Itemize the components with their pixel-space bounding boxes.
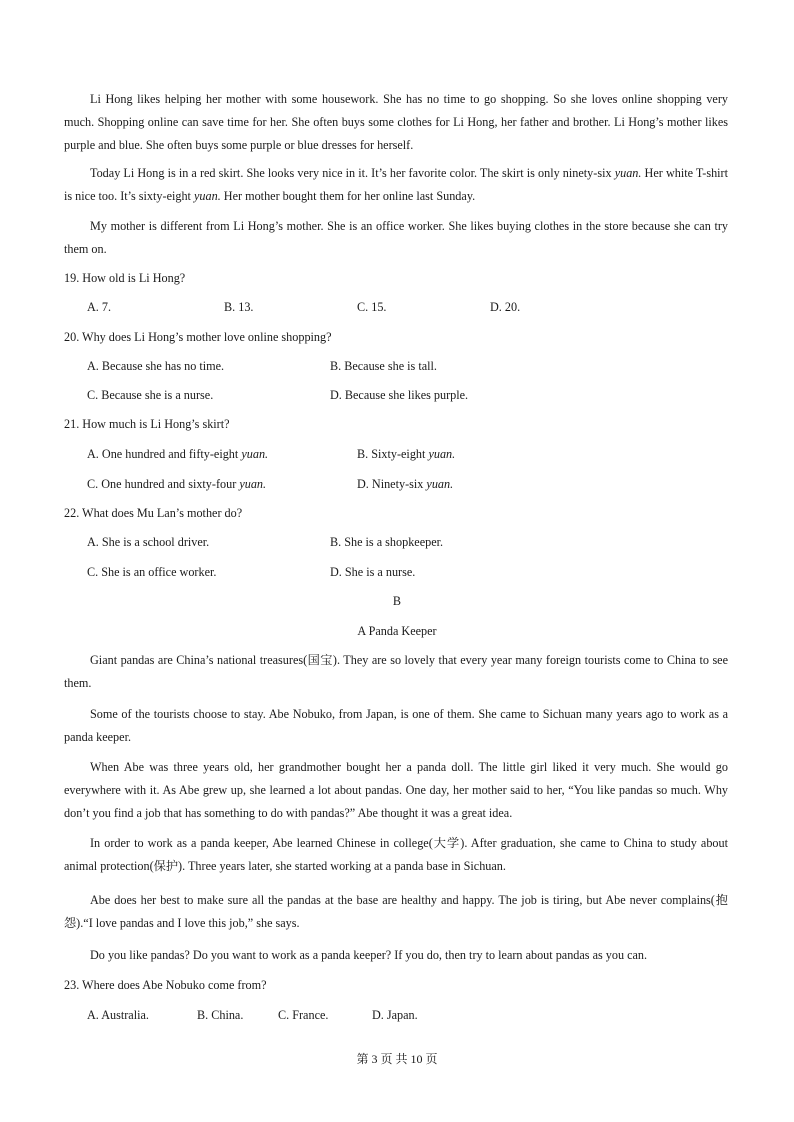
question-21-option-d: D. Ninety-six yuan. — [357, 477, 454, 491]
question-19-option-c: C. 15. — [357, 300, 387, 314]
question-21-stem: 21. How much is Li Hong’s skirt? — [64, 417, 230, 431]
section-b-letter: B — [392, 594, 402, 608]
question-22-option-a: A. She is a school driver. — [87, 535, 210, 549]
question-23-option-a: A. Australia. — [87, 1008, 149, 1022]
question-20-stem: 20. Why does Li Hong’s mother love online shopping? — [64, 330, 332, 344]
question-23-option-d: D. Japan. — [372, 1008, 418, 1022]
question-23-option-b: B. China. — [197, 1008, 244, 1022]
question-19-option-a: A. 7. — [87, 300, 112, 314]
page-number-footer: 第 3 页 共 10 页 — [356, 1052, 438, 1066]
section-b-title: A Panda Keeper — [357, 624, 437, 638]
passage-b-paragraph-6: Do you like pandas? Do you want to work as a panda keeper? If you do, then try to learn about pandas as you can. — [90, 948, 648, 962]
passage-b-paragraph-3: When Abe was three years old, her grandmother bought her a panda doll. The little girl liked it very much. She would go everywhere with it. As Abe grew up, she learned a lot about pandas. One day, her mother said to her, “You like pandas so much. Why don’t you find a job that has something to do with pandas?” Abe thought it was a great idea. — [64, 760, 728, 820]
question-22-option-b: B. She is a shopkeeper. — [330, 535, 444, 549]
question-23-option-c: C. France. — [278, 1008, 329, 1022]
question-22-option-d: D. She is a nurse. — [330, 565, 416, 579]
question-22-stem: 22. What does Mu Lan’s mother do? — [64, 506, 243, 520]
question-20-option-a: A. Because she has no time. — [87, 359, 225, 373]
passage-b-paragraph-4: In order to work as a panda keeper, Abe learned Chinese in college(大学). After graduation, she came to China to study about animal protection(保护). Three years later, she started working at a panda base in Sichuan. — [64, 836, 728, 873]
passage-b-paragraph-2: Some of the tourists choose to stay. Abe Nobuko, from Japan, is one of them. She came to Sichuan many years ago to work as a panda keeper. — [64, 707, 728, 744]
question-19-stem: 19. How old is Li Hong? — [64, 271, 186, 285]
question-19-option-d: D. 20. — [490, 300, 521, 314]
passage-b-paragraph-5: Abe does her best to make sure all the pandas at the base are healthy and happy. The job is tiring, but Abe never complains(抱怨).“I love pandas and I love this job,” she says. — [64, 893, 728, 930]
passage-a-paragraph-3: My mother is different from Li Hong’s mother. She is an office worker. She likes buying clothes in the store because she can try them on. — [64, 219, 728, 256]
question-21-option-a: A. One hundred and fifty-eight yuan. — [87, 447, 269, 461]
question-22-option-c: C. She is an office worker. — [87, 565, 217, 579]
question-20-option-d: D. Because she likes purple. — [330, 388, 469, 402]
passage-b-paragraph-1: Giant pandas are China’s national treasures(国宝). They are so lovely that every year many foreign tourists come to China to see them. — [64, 653, 728, 690]
question-23-stem: 23. Where does Abe Nobuko come from? — [64, 978, 267, 992]
passage-a-paragraph-1: Li Hong likes helping her mother with some housework. She has no time to go shopping. So she loves online shopping very much. Shopping online can save time for her. She often buys some clothes for Li Hong, her father and brother. Li Hong’s mother likes purple and blue. She often buys some purple or blue dresses for herself. — [64, 92, 728, 152]
passage-a-paragraph-2: Today Li Hong is in a red skirt. She looks very nice in it. It’s her favorite color. The skirt is only ninety-six yuan. Her white T-shirt is nice too. It’s sixty-eight yuan. Her mother bought them for her online last Sunday. — [64, 166, 728, 203]
question-19-option-b: B. 13. — [224, 300, 254, 314]
question-20-option-b: B. Because she is tall. — [330, 359, 437, 373]
question-20-option-c: C. Because she is a nurse. — [87, 388, 214, 402]
question-21-option-b: B. Sixty-eight yuan. — [357, 447, 456, 461]
question-21-option-c: C. One hundred and sixty-four yuan. — [87, 477, 267, 491]
